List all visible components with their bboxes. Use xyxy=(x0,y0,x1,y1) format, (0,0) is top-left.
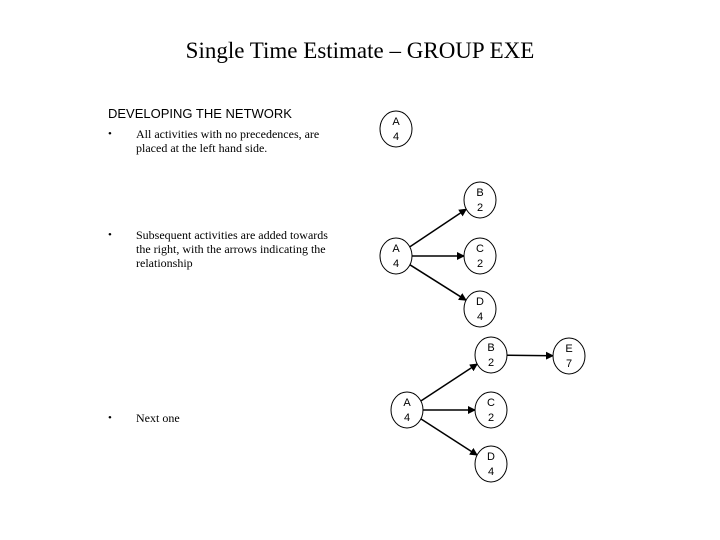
diagram3-edge-b-e xyxy=(507,355,553,356)
node-activity-label: C xyxy=(476,243,484,255)
node-activity-label: C xyxy=(487,397,495,409)
diagram3-node-c xyxy=(475,392,507,428)
node-duration-label: 2 xyxy=(487,357,495,369)
bullet-text: All activities with no precedences, are placed at the left hand side. xyxy=(136,127,320,155)
node-duration-label: 7 xyxy=(565,358,573,370)
diagram2-node-a xyxy=(380,238,412,274)
node-activity-label: B xyxy=(487,342,495,354)
node-duration-label: 4 xyxy=(392,131,400,143)
diagram3-node-e xyxy=(553,338,585,374)
bullet-text: Next one xyxy=(136,411,180,425)
diagram3-node-d xyxy=(475,446,507,482)
node-duration-label: 2 xyxy=(476,202,484,214)
diagram1-node-a xyxy=(380,111,412,147)
bullet-text: Subsequent activities are added towards the right, with the arrows indicating the relationship xyxy=(136,228,328,270)
page-title: Single Time Estimate – GROUP EXE xyxy=(185,38,535,63)
node-activity-label: A xyxy=(392,116,400,128)
node-duration-label: 2 xyxy=(476,258,484,270)
node-activity-label: B xyxy=(476,187,484,199)
node-duration-label: 2 xyxy=(487,412,495,424)
node-activity-label: A xyxy=(392,243,400,255)
nodes-layer xyxy=(380,111,585,482)
diagram3-node-b xyxy=(475,337,507,373)
diagram3-node-a xyxy=(391,392,423,428)
diagram2-edge-a-d xyxy=(410,265,466,300)
section-heading: DEVELOPING THE NETWORK xyxy=(108,106,292,121)
node-duration-label: 4 xyxy=(392,258,400,270)
node-activity-label: D xyxy=(487,451,495,463)
bullet-marker: • xyxy=(108,128,112,140)
diagram3-edge-a-d xyxy=(421,419,477,455)
diagram3-edge-a-b xyxy=(421,364,477,401)
node-duration-label: 4 xyxy=(487,466,495,478)
node-activity-label: D xyxy=(476,296,484,308)
bullet-marker: • xyxy=(108,412,112,424)
diagram2-node-b xyxy=(464,182,496,218)
diagram2-node-d xyxy=(464,291,496,327)
node-activity-label: E xyxy=(565,343,573,355)
diagram2-edge-a-b xyxy=(410,209,466,247)
bullet-marker: • xyxy=(108,229,112,241)
node-duration-label: 4 xyxy=(476,311,484,323)
node-activity-label: A xyxy=(403,397,411,409)
diagram2-node-c xyxy=(464,238,496,274)
node-duration-label: 4 xyxy=(403,412,411,424)
